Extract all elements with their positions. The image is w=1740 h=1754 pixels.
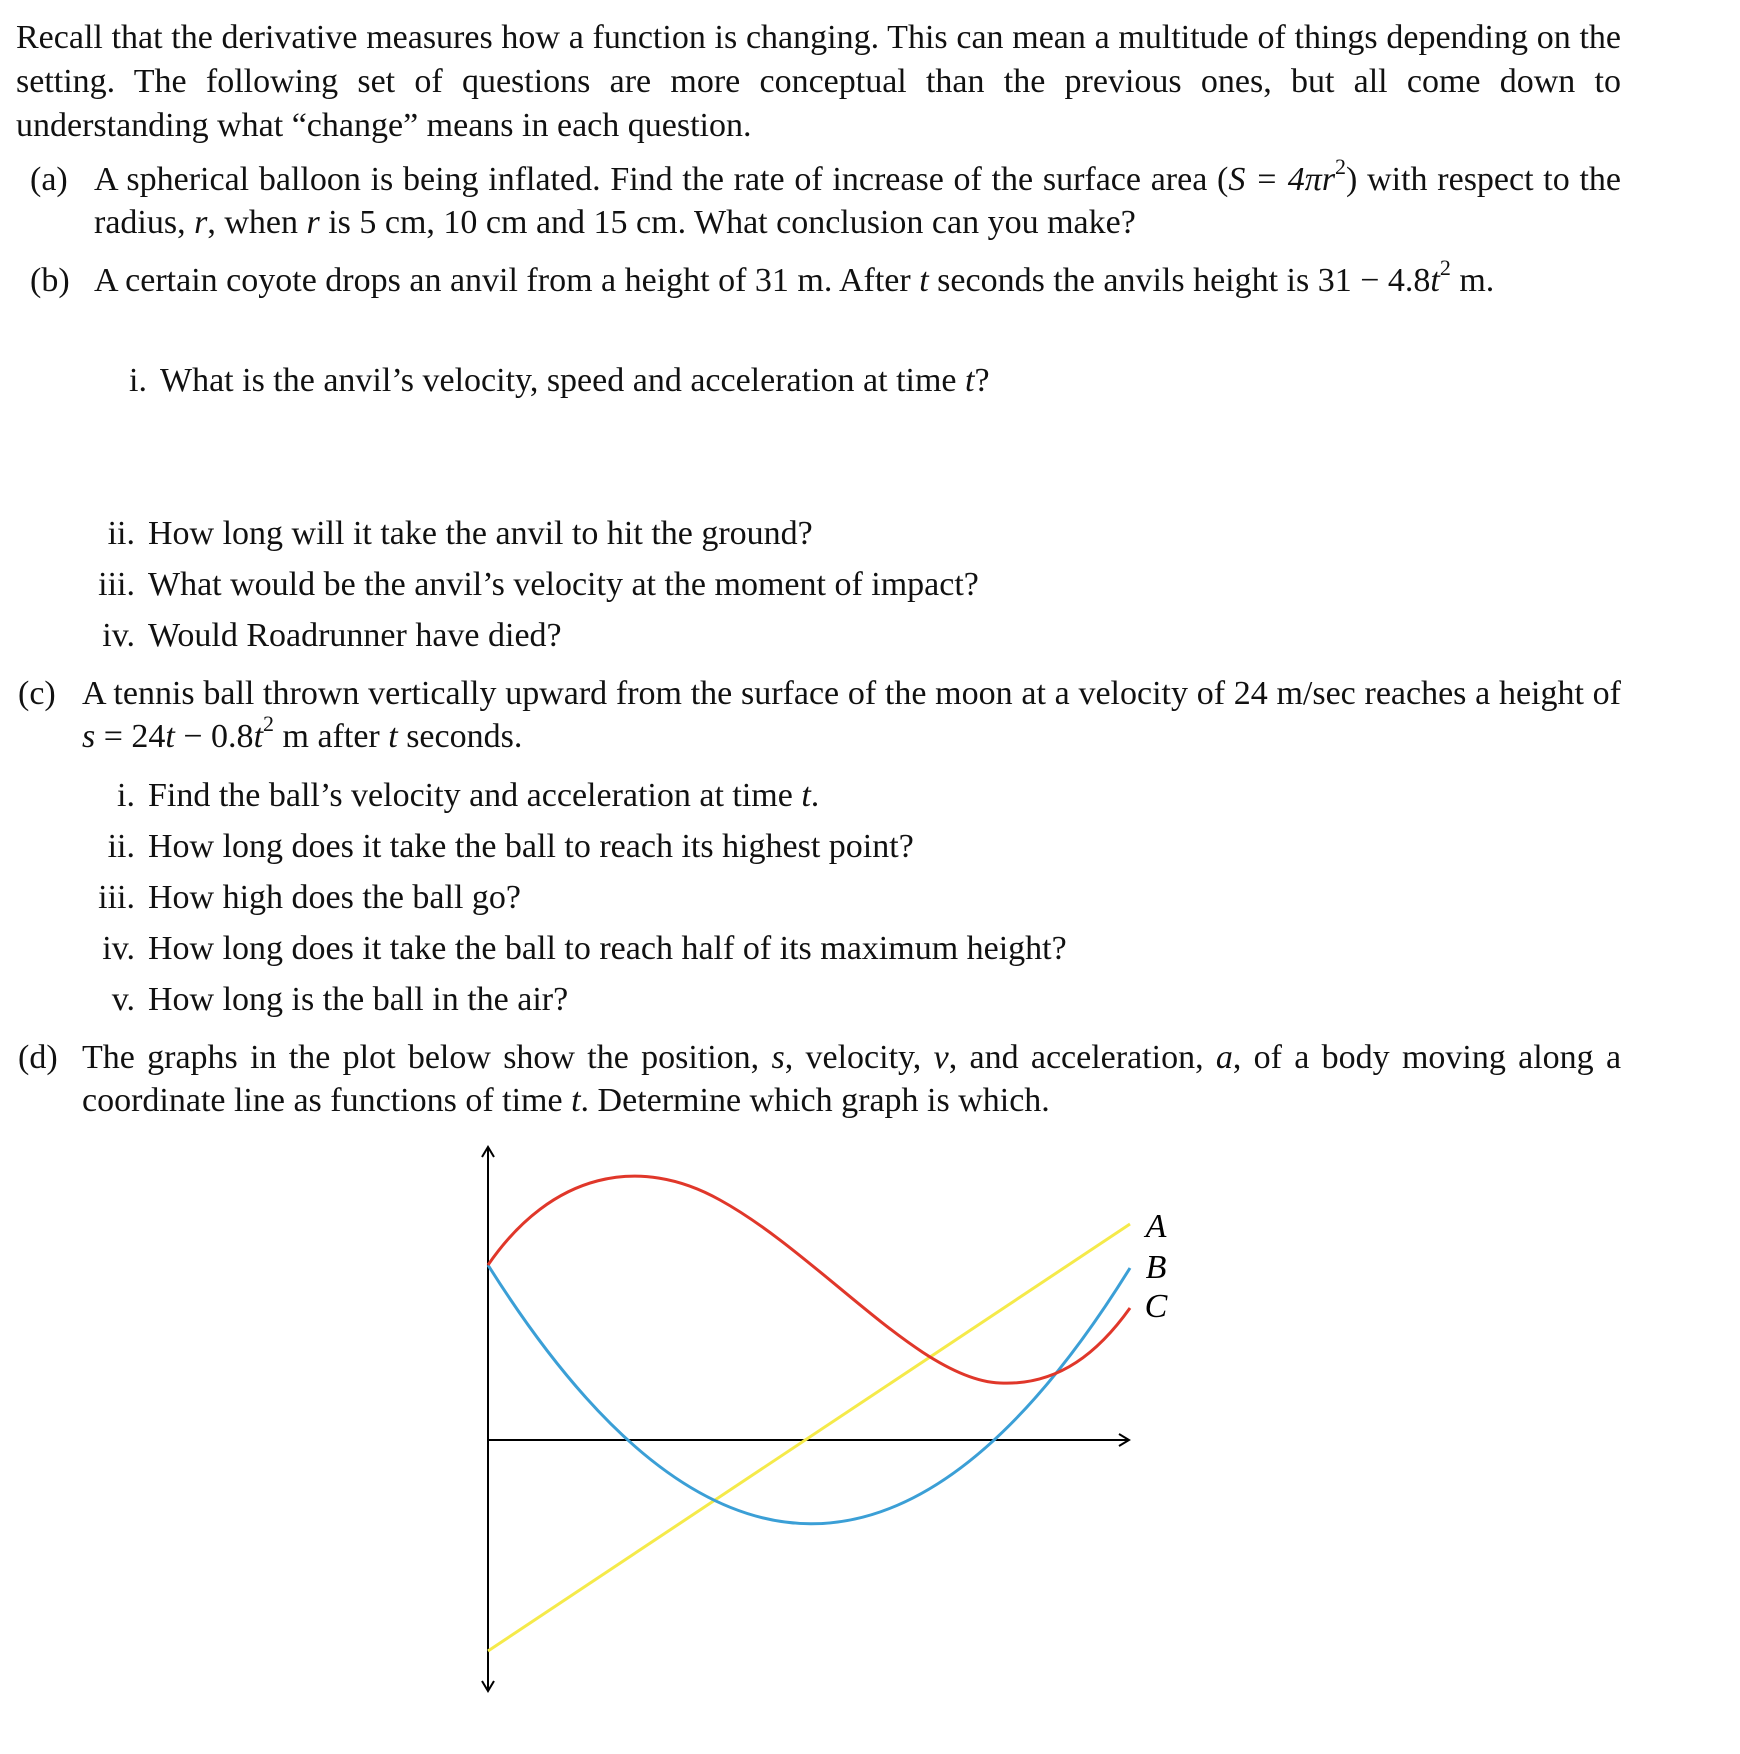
- part-a-text-pre: A spherical balloon is being inflated. Find the rate of increase of the surface area (: [94, 161, 1229, 198]
- part-c-var-t1: t: [165, 718, 175, 755]
- part-a-when: , when: [207, 204, 298, 241]
- part-a-var-r: r: [194, 204, 208, 241]
- part-c-sub-3: [98, 876, 521, 919]
- part-c-var-s: s: [82, 718, 96, 755]
- part-c-end: seconds.: [406, 718, 523, 755]
- curve-c: [488, 1176, 1130, 1383]
- part-c-minus: − 0.8: [183, 718, 254, 755]
- part-b-sub-2-label: ii.: [107, 515, 135, 552]
- part-c-sub-1-label: i.: [117, 777, 135, 814]
- curve-b: [488, 1265, 1130, 1524]
- part-c-var-t2: t: [253, 718, 264, 755]
- curve-label-c: C: [1144, 1288, 1168, 1325]
- part-b-sub-2: [107, 512, 813, 555]
- part-a: [30, 153, 1621, 244]
- part-d-c1: , velocity,: [784, 1039, 922, 1076]
- part-c-sub-1-var: t: [801, 777, 811, 814]
- curve-a: [488, 1224, 1130, 1651]
- axes: [482, 1147, 1129, 1691]
- part-d-text-pre: The graphs in the plot below show the position,: [82, 1039, 760, 1076]
- part-b-text-mid: seconds the anvils height is 31 − 4.8: [937, 262, 1431, 299]
- part-b-sub-1: [129, 359, 990, 402]
- part-b-sub-1-end: ?: [974, 362, 990, 399]
- part-d-label: (d): [18, 1039, 58, 1076]
- part-c-exp: 2: [263, 710, 275, 736]
- part-c-label: (c): [18, 675, 56, 712]
- part-d-var-t: t: [571, 1082, 581, 1119]
- part-b-unit: m.: [1450, 262, 1495, 299]
- part-b-sub-1-text: What is the anvil’s velocity, speed and acceleration at time: [160, 362, 957, 399]
- curve-label-a: A: [1145, 1208, 1167, 1245]
- part-c-sub-4-label: iv.: [102, 930, 135, 967]
- part-b-sub-4: [102, 614, 562, 657]
- part-c-eq: = 24: [103, 718, 166, 755]
- part-c-sub-2-label: ii.: [107, 828, 135, 865]
- part-c-after: m after: [282, 718, 380, 755]
- part-d-var-s: s: [771, 1039, 785, 1076]
- part-d-rest: , of a body moving along a coordinate line as functions of time: [82, 1039, 1622, 1119]
- part-b-sub-1-var: t: [965, 362, 975, 399]
- y-axis-arrow-down: [482, 1681, 494, 1691]
- part-c-sub-1-end: .: [810, 777, 820, 814]
- part-c-var-t3: t: [388, 718, 398, 755]
- part-d-end: . Determine which graph is which.: [580, 1082, 1050, 1119]
- part-b-sub-2-text: How long will it take the anvil to hit the ground?: [148, 515, 813, 552]
- part-a-formula: S = 4πr: [1228, 161, 1336, 198]
- part-d-var-v: v: [933, 1039, 949, 1076]
- part-c-sub-4-text: How long does it take the ball to reach half of its maximum height?: [148, 930, 1067, 967]
- part-d-var-a: a: [1215, 1039, 1233, 1076]
- part-c: [18, 672, 1621, 758]
- part-a-text-rest: is 5 cm, 10 cm and 15 cm. What conclusion can you make?: [328, 204, 1136, 241]
- x-axis-arrow: [1119, 1434, 1129, 1446]
- part-c-sub-5-label: v.: [111, 981, 135, 1018]
- part-c-sub-1: [117, 774, 820, 817]
- part-c-sub-5: [111, 978, 569, 1021]
- part-b-label: (b): [30, 262, 70, 299]
- part-d: [18, 1036, 1622, 1122]
- part-c-sub-3-label: iii.: [98, 879, 135, 916]
- part-c-sub-1-text: Find the ball’s velocity and acceleration at time: [148, 777, 793, 814]
- part-b-sub-4-text: Would Roadrunner have died?: [148, 617, 562, 654]
- curve-label-b: B: [1145, 1249, 1167, 1286]
- part-b-sub-4-label: iv.: [102, 617, 135, 654]
- part-a-text-post: ) with respect to the radius,: [94, 161, 1621, 241]
- part-b-sub-1-label: i.: [129, 362, 147, 399]
- part-a-label: (a): [30, 161, 68, 198]
- part-b-sub-3-label: iii.: [98, 566, 135, 603]
- part-b: [30, 254, 1621, 302]
- y-axis-arrow-up: [482, 1147, 494, 1157]
- part-a-var-r2: r: [306, 204, 320, 241]
- part-b-text-pre: A certain coyote drops an anvil from a height of 31 m. After: [94, 262, 911, 299]
- part-b-sub-3: [98, 563, 979, 606]
- part-b-var-t2: t: [1430, 262, 1440, 299]
- part-b-var-t: t: [919, 262, 929, 299]
- part-c-sub-3-text: How high does the ball go?: [148, 879, 521, 916]
- intro-paragraph: Recall that the derivative measures how a function is changing. This can mean a multitude of things depending on the setting. The following set of questions are more conceptual than the previous ones, but all come down to understanding what “change” means in each question.: [16, 19, 1621, 144]
- part-c-sub-4: [102, 927, 1067, 970]
- part-c-sub-2: [107, 825, 914, 868]
- part-c-sub-5-text: How long is the ball in the air?: [148, 981, 569, 1018]
- part-c-text-pre: A tennis ball thrown vertically upward from the surface of the moon at a velocity of 24 m/sec reaches a height of: [82, 675, 1621, 712]
- part-b-exp: 2: [1439, 254, 1451, 280]
- part-d-c2: , and acceleration,: [948, 1039, 1204, 1076]
- part-b-sub-3-text: What would be the anvil’s velocity at the moment of impact?: [148, 566, 979, 603]
- part-c-sub-2-text: How long does it take the ball to reach its highest point?: [148, 828, 914, 865]
- part-a-formula-exp: 2: [1335, 153, 1347, 179]
